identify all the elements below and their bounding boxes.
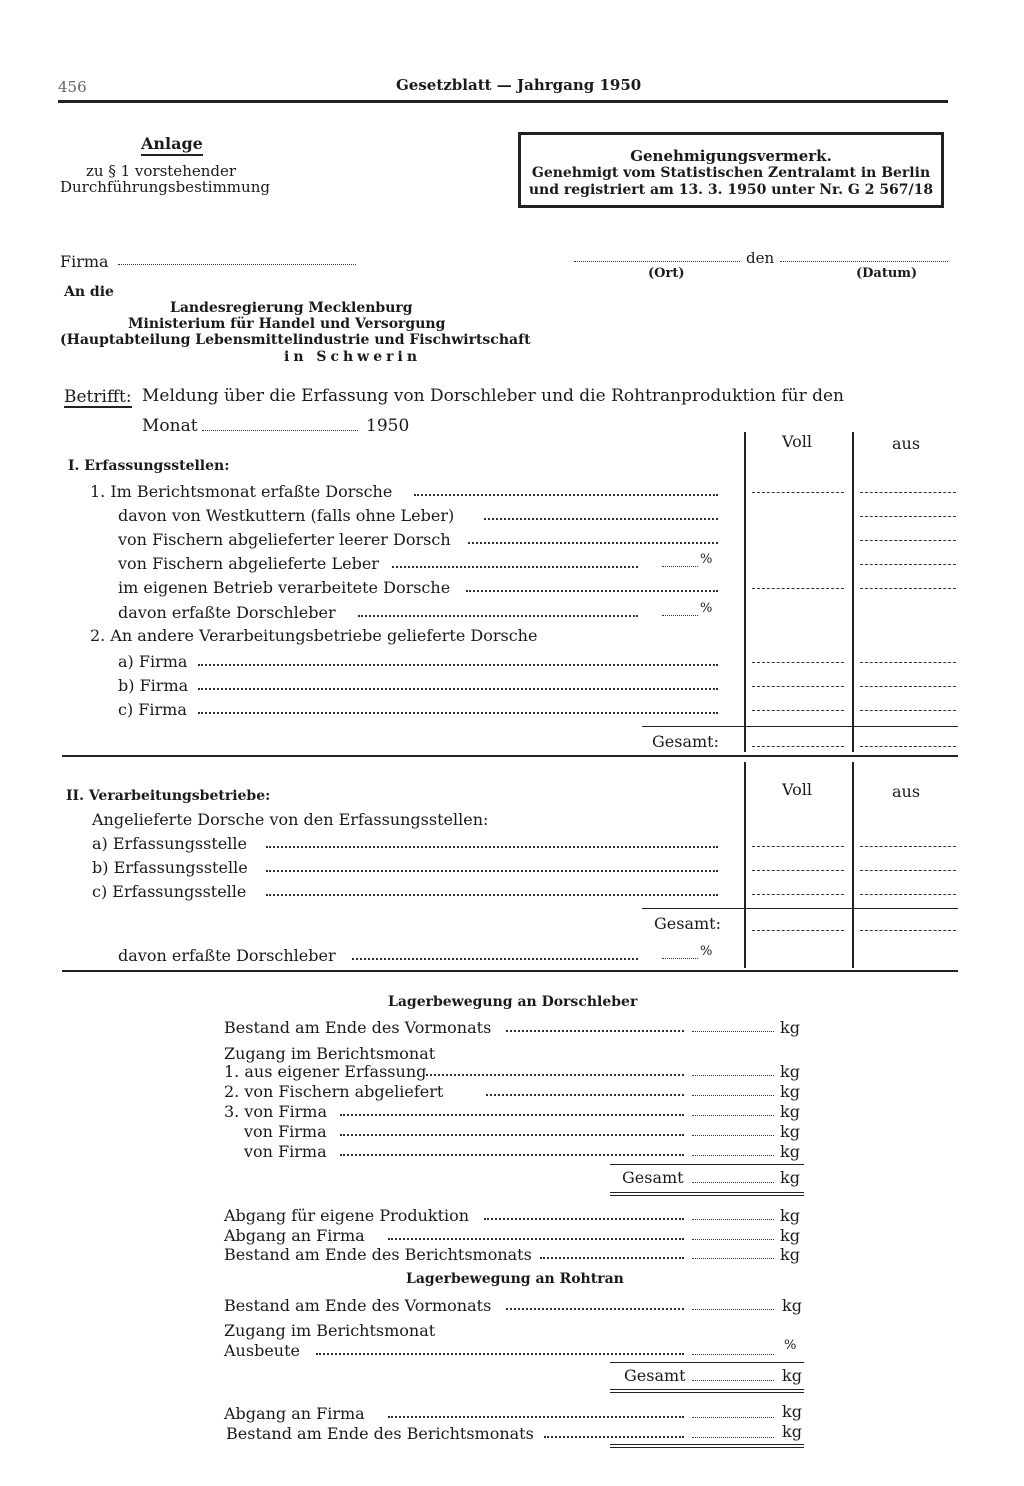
s1-aus-field-1[interactable] [860, 492, 956, 493]
s2-item-c: c) Erfassungsstelle [92, 882, 247, 901]
monat-field[interactable] [202, 430, 358, 431]
den-label: den [746, 249, 775, 267]
s2-voll-field-c[interactable] [752, 894, 844, 895]
ll-zugang: Zugang im Berichtsmonat [224, 1044, 436, 1063]
ll-bestand-ende-field[interactable] [692, 1258, 774, 1259]
ll-abgang-eigen: Abgang für eigene Produktion [224, 1206, 470, 1225]
ll-z2-field[interactable] [692, 1095, 774, 1096]
s2-item-a: a) Erfassungsstelle [92, 834, 247, 853]
s1-voll-field-1[interactable] [752, 492, 844, 493]
s2-heading: II. Verarbeitungsbetriebe: [66, 788, 271, 804]
ll-z1-field[interactable] [692, 1075, 774, 1076]
s1-voll-field-2b[interactable] [752, 686, 844, 687]
s1-voll-field-2c[interactable] [752, 710, 844, 711]
approval-line1: Genehmigt vom Statistischen Zentralamt in Berlin [531, 165, 931, 181]
ort-label: (Ort) [648, 266, 685, 281]
lt-bestand-vor-field[interactable] [692, 1309, 774, 1310]
datum-label: (Datum) [856, 266, 918, 281]
lt-abgang-firma: Abgang an Firma [224, 1404, 365, 1423]
lt-bestand-ende: Bestand am Ende des Berichtsmonats [226, 1424, 534, 1443]
ll-z4: von Firma [244, 1122, 327, 1141]
page-number: 456 [58, 78, 87, 96]
s1-item1c-percent-field[interactable] [662, 566, 698, 567]
ll-abgang-firma-field[interactable] [692, 1239, 774, 1240]
approval-title: Genehmigungsvermerk. [630, 147, 832, 165]
s2-item-b: b) Erfassungsstelle [92, 858, 248, 877]
s1-gesamt-aus[interactable] [860, 746, 956, 747]
ll-z3-field[interactable] [692, 1115, 774, 1116]
s1-heading: I. Erfassungsstellen: [68, 458, 230, 474]
s2-davon-percent-field[interactable] [662, 958, 698, 959]
datum-field[interactable] [780, 261, 948, 262]
ll-z3: 3. von Firma [224, 1102, 327, 1121]
lt-bestand-vor: Bestand am Ende des Vormonats [224, 1296, 492, 1315]
s2-col-aus: aus [892, 782, 921, 801]
header-rule [58, 100, 948, 103]
s1-item2b: b) Firma [118, 676, 189, 695]
ort-field[interactable] [574, 261, 740, 262]
ll-bestand-ende: Bestand am Ende des Berichtsmonats [224, 1245, 532, 1264]
lt-gesamt-field[interactable] [692, 1380, 774, 1381]
s2-bottom-rule [62, 970, 958, 972]
s2-aus-field-b[interactable] [860, 870, 956, 871]
address-line3: (Hauptabteilung Lebensmittelindustrie und Fischwirtschaft [60, 332, 531, 348]
lager-tran-title: Lagerbewegung an Rohtran [406, 1271, 624, 1287]
ll-z5: von Firma [244, 1142, 327, 1161]
monat-label: Monat [142, 416, 198, 436]
ll-unit-10: kg [780, 1245, 800, 1264]
ll-abgang-firma: Abgang an Firma [224, 1226, 365, 1245]
ll-z1: 1. aus eigener Erfassung [224, 1062, 427, 1081]
s2-davon: davon erfaßte Dorschleber [118, 946, 336, 965]
subject-year: 1950 [366, 416, 410, 436]
address-line1: Landesregierung Mecklenburg [170, 300, 413, 316]
ll-z5-field[interactable] [692, 1155, 774, 1156]
lt-abgang-firma-field[interactable] [692, 1417, 774, 1418]
s1-item1c: von Fischern abgelieferte Leber [118, 554, 379, 573]
ll-unit-5: kg [780, 1122, 800, 1141]
lt-bestand-ende-field[interactable] [692, 1437, 774, 1438]
lt-unit-2: kg [782, 1366, 802, 1385]
lt-unit-4: kg [782, 1422, 802, 1441]
s1-aus-field-2b[interactable] [860, 686, 956, 687]
s2-aus-field-c[interactable] [860, 894, 956, 895]
s1-item2: 2. An andere Verarbeitungsbetriebe gelieferte Dorsche [90, 626, 538, 645]
s2-col-voll: Voll [782, 780, 812, 799]
s1-gesamt-label: Gesamt: [652, 732, 719, 751]
s1-item1b: von Fischern abgelieferter leerer Dorsch [118, 530, 451, 549]
lt-ausbeute: Ausbeute [224, 1341, 300, 1360]
firma-field[interactable] [118, 264, 356, 265]
s2-voll-field-a[interactable] [752, 846, 844, 847]
ll-gesamt-field[interactable] [692, 1182, 774, 1183]
ll-unit-8: kg [780, 1206, 800, 1225]
address-an: An die [64, 284, 114, 300]
ll-z4-field[interactable] [692, 1135, 774, 1136]
s1-gesamt-voll[interactable] [752, 746, 844, 747]
lt-ausbeute-field[interactable] [692, 1354, 774, 1355]
s1-voll-field-4[interactable] [752, 588, 844, 589]
lt-zugang: Zugang im Berichtsmonat [224, 1321, 436, 1340]
page-header-title: Gesetzblatt — Jahrgang 1950 [396, 76, 642, 94]
s2-gesamt-voll[interactable] [752, 930, 844, 931]
ll-unit-1: kg [780, 1018, 800, 1037]
s1-item1a: davon von Westkuttern (falls ohne Leber) [118, 506, 455, 525]
lt-unit-1: kg [782, 1296, 802, 1315]
address-line4: in Schwerin [284, 349, 422, 365]
ll-unit-3: kg [780, 1082, 800, 1101]
s1-aus-field-1b[interactable] [860, 540, 956, 541]
approval-box [518, 132, 944, 208]
anlage-line2: Durchführungsbestimmung [60, 178, 270, 196]
s1-item1e-percent-field[interactable] [662, 615, 698, 616]
approval-line2: und registriert am 13. 3. 1950 unter Nr. G 2 567/18 [528, 182, 934, 198]
lt-percent: % [784, 1338, 797, 1353]
ll-z2: 2. von Fischern abgeliefert [224, 1082, 444, 1101]
s1-item1c-percent: % [700, 552, 713, 567]
s2-voll-field-b[interactable] [752, 870, 844, 871]
s2-intro: Angelieferte Dorsche von den Erfassungsstellen: [92, 810, 489, 829]
s1-aus-field-2c[interactable] [860, 710, 956, 711]
ll-unit-6: kg [780, 1142, 800, 1161]
ll-unit-7: kg [780, 1168, 800, 1187]
s1-item1: 1. Im Berichtsmonat erfaßte Dorsche [90, 482, 393, 501]
firma-label: Firma [60, 252, 109, 271]
s1-aus-field-1a[interactable] [860, 516, 956, 517]
s1-bottom-rule [62, 755, 958, 757]
anlage-title: Anlage [141, 134, 203, 156]
s1-item1d: im eigenen Betrieb verarbeitete Dorsche [118, 578, 451, 597]
s1-aus-field-2a[interactable] [860, 662, 956, 663]
s2-gesamt-aus[interactable] [860, 930, 956, 931]
s1-col-line-mid [852, 432, 854, 752]
s1-aus-field-1d[interactable] [860, 588, 956, 589]
s1-voll-field-2a[interactable] [752, 662, 844, 663]
ll-unit-4: kg [780, 1102, 800, 1121]
lt-gesamt: Gesamt [624, 1366, 686, 1385]
s2-gesamt-label: Gesamt: [654, 914, 721, 933]
s1-col-line-left [744, 432, 746, 752]
ll-unit-2: kg [780, 1062, 800, 1081]
s1-item1e: davon erfaßte Dorschleber [118, 603, 336, 622]
s1-item2a: a) Firma [118, 652, 188, 671]
lt-unit-3: kg [782, 1402, 802, 1421]
anlage-line1: zu § 1 vorstehender [86, 162, 237, 180]
ll-abgang-eigen-field[interactable] [692, 1219, 774, 1220]
subject-text: Meldung über die Erfassung von Dorschleber und die Rohtranproduktion für den [142, 386, 845, 406]
s1-item1e-percent: % [700, 601, 713, 616]
ll-bestand-vor-field[interactable] [692, 1031, 774, 1032]
ll-unit-9: kg [780, 1226, 800, 1245]
s1-col-voll: Voll [782, 432, 812, 451]
s2-aus-field-a[interactable] [860, 846, 956, 847]
ll-bestand-vor: Bestand am Ende des Vormonats [224, 1018, 492, 1037]
lager-leber-title: Lagerbewegung an Dorschleber [388, 994, 638, 1010]
ll-gesamt: Gesamt [622, 1168, 684, 1187]
address-line2: Ministerium für Handel und Versorgung [128, 316, 446, 332]
s2-davon-percent: % [700, 944, 713, 959]
s1-col-aus: aus [892, 434, 921, 453]
s1-item2c: c) Firma [118, 700, 187, 719]
s1-aus-field-1c[interactable] [860, 564, 956, 565]
subject-label: Betrifft: [64, 387, 132, 407]
